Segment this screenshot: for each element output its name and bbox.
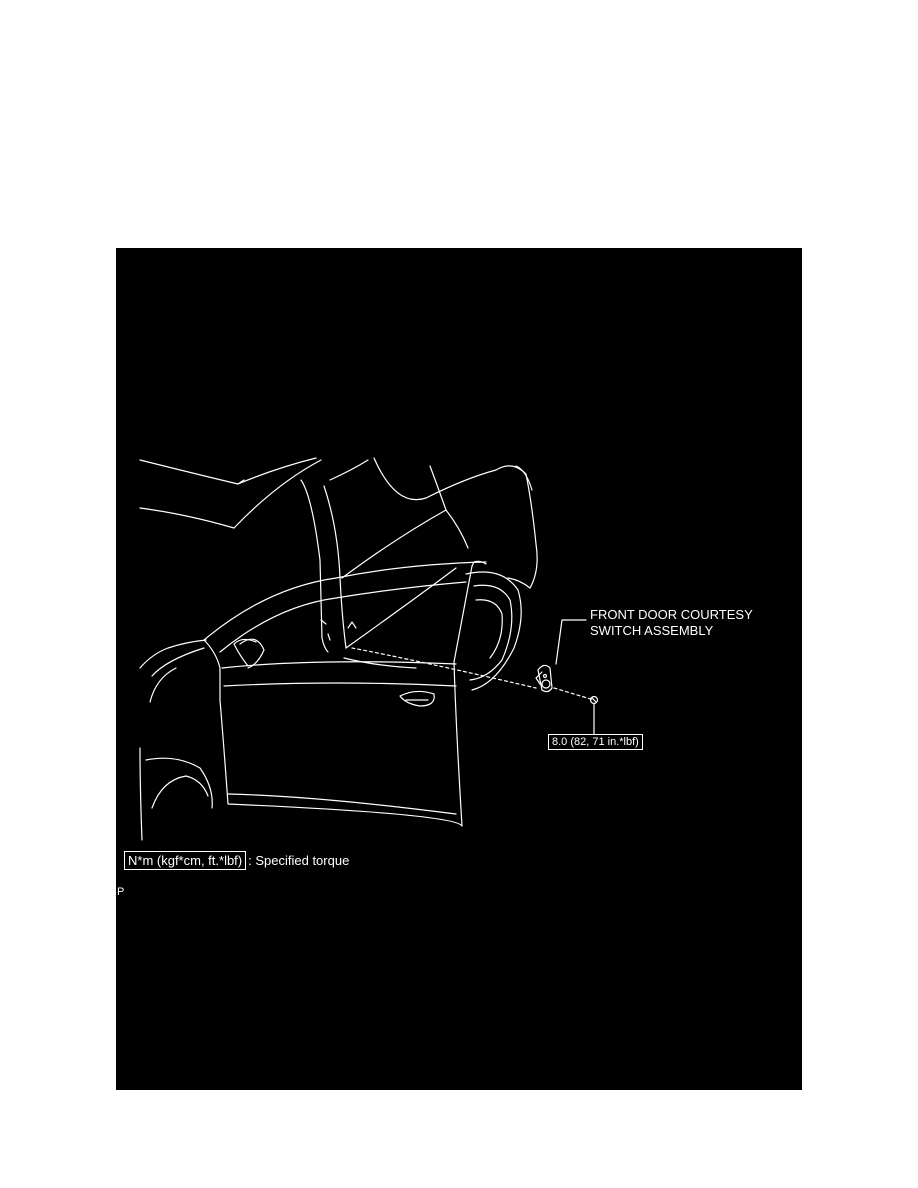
car-body-outline	[140, 458, 537, 840]
bolt-part	[591, 697, 598, 704]
front-door	[204, 561, 486, 826]
torque-legend	[124, 853, 349, 869]
wheel-arch	[466, 572, 521, 690]
torque-unit-box: N*m (kgf*cm, ft.*lbf)	[124, 851, 246, 870]
torque-value-box: 8.0 (82, 71 in.*lbf)	[548, 734, 643, 750]
torque-legend-label: : Specified torque	[248, 853, 350, 868]
leader-lines	[352, 620, 594, 734]
part-callout-label	[590, 607, 753, 639]
part-name-line1: FRONT DOOR COURTESY	[590, 607, 753, 622]
page-marker: P	[117, 886, 125, 898]
part-name-line2: SWITCH ASSEMBLY	[590, 623, 714, 638]
courtesy-switch-part	[536, 665, 552, 691]
vehicle-line-drawing	[116, 248, 802, 1090]
diagram-figure	[116, 248, 802, 1090]
